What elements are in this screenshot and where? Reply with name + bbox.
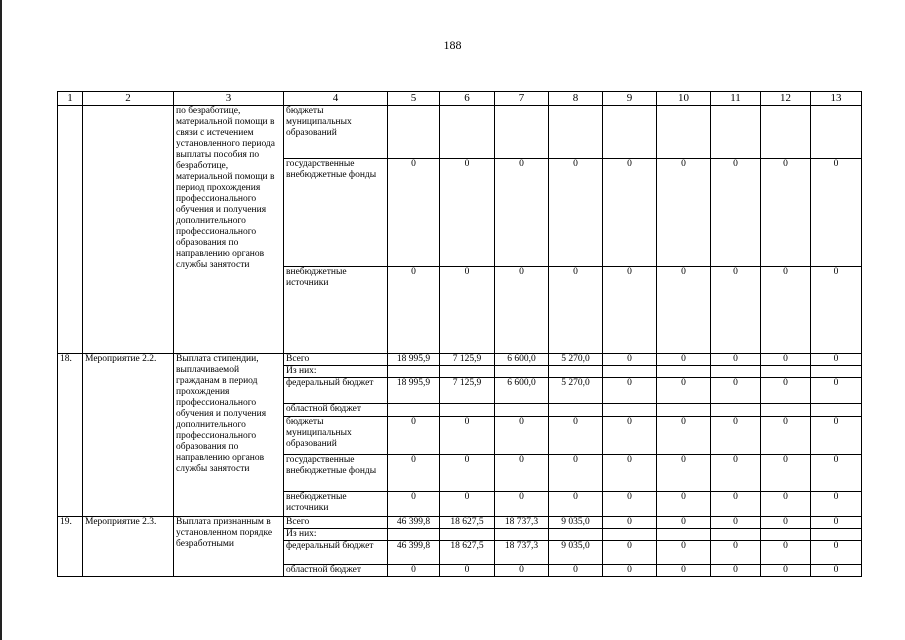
value-cell: 0 [440, 417, 495, 455]
value-cell: 0 [603, 159, 657, 267]
value-cell: 5 270,0 [549, 354, 603, 366]
value-cell [549, 404, 603, 417]
value-cell: 0 [388, 159, 440, 267]
value-cell: 7 125,9 [440, 354, 495, 366]
value-cell: 0 [603, 541, 657, 565]
measure-description: Выплата стипендии, выплачиваемой гражданам в период прохождения профессионального обучения и получения дополнительного профессионального образования по направлению органов службы занятости [174, 354, 284, 517]
header-cell: 3 [174, 92, 284, 106]
value-cell [440, 529, 495, 541]
value-cell: 0 [711, 541, 761, 565]
header-cell: 1 [58, 92, 83, 106]
value-cell [657, 529, 711, 541]
value-cell: 0 [711, 267, 761, 354]
value-cell: 5 270,0 [549, 378, 603, 404]
header-cell: 4 [284, 92, 388, 106]
value-cell: 0 [761, 159, 811, 267]
value-cell: 0 [603, 492, 657, 517]
value-cell: 0 [603, 517, 657, 529]
value-cell: 0 [711, 159, 761, 267]
value-cell: 0 [549, 417, 603, 455]
value-cell: 0 [811, 517, 862, 529]
header-cell: 12 [761, 92, 811, 106]
value-cell: 0 [440, 267, 495, 354]
value-cell [811, 366, 862, 378]
header-cell: 8 [549, 92, 603, 106]
header-cell: 6 [440, 92, 495, 106]
value-cell: 0 [657, 159, 711, 267]
value-cell: 0 [549, 159, 603, 267]
value-cell [388, 366, 440, 378]
row-number-cell [58, 106, 83, 354]
value-cell [549, 106, 603, 159]
value-cell [388, 404, 440, 417]
value-cell: 7 125,9 [440, 378, 495, 404]
value-cell: 0 [440, 455, 495, 492]
value-cell: 0 [388, 565, 440, 577]
value-cell [811, 404, 862, 417]
measure-name-cell: Мероприятие 2.2. [83, 354, 174, 517]
value-cell: 0 [761, 517, 811, 529]
value-cell: 0 [711, 565, 761, 577]
value-cell [711, 106, 761, 159]
value-cell [603, 529, 657, 541]
value-cell [495, 404, 549, 417]
page-number: 188 [443, 38, 462, 52]
value-cell: 0 [603, 267, 657, 354]
value-cell: 0 [440, 565, 495, 577]
value-cell: 0 [657, 517, 711, 529]
value-cell: 18 737,3 [495, 517, 549, 529]
value-cell: 0 [603, 455, 657, 492]
value-cell: 0 [711, 455, 761, 492]
source-cell: бюджеты муниципальных образований [284, 106, 388, 159]
source-cell: Из них: [284, 366, 388, 378]
value-cell: 0 [811, 267, 862, 354]
header-cell: 7 [495, 92, 549, 106]
header-cell: 10 [657, 92, 711, 106]
value-cell [657, 366, 711, 378]
value-cell [711, 404, 761, 417]
value-cell: 0 [761, 541, 811, 565]
value-cell: 0 [811, 541, 862, 565]
value-cell: 0 [388, 492, 440, 517]
value-cell: 0 [388, 267, 440, 354]
value-cell [388, 529, 440, 541]
value-cell [603, 404, 657, 417]
value-cell: 0 [657, 354, 711, 366]
value-cell: 0 [761, 378, 811, 404]
value-cell: 0 [761, 492, 811, 517]
table-row [58, 106, 862, 159]
budget-table [57, 91, 862, 577]
value-cell: 0 [388, 417, 440, 455]
value-cell: 0 [761, 354, 811, 366]
value-cell: 0 [811, 565, 862, 577]
value-cell: 9 035,0 [549, 541, 603, 565]
value-cell [603, 106, 657, 159]
value-cell: 0 [711, 417, 761, 455]
value-cell [657, 106, 711, 159]
table-row [58, 517, 862, 529]
value-cell [495, 529, 549, 541]
value-cell: 9 035,0 [549, 517, 603, 529]
value-cell: 6 600,0 [495, 378, 549, 404]
value-cell: 0 [811, 159, 862, 267]
source-cell: областной бюджет [284, 404, 388, 417]
value-cell: 0 [603, 565, 657, 577]
header-cell: 13 [811, 92, 862, 106]
measure-name-cell: Мероприятие 2.3. [83, 517, 174, 577]
value-cell [495, 366, 549, 378]
value-cell: 46 399,8 [388, 517, 440, 529]
header-cell: 2 [83, 92, 174, 106]
value-cell [811, 529, 862, 541]
value-cell: 0 [657, 378, 711, 404]
value-cell: 0 [440, 492, 495, 517]
value-cell: 18 627,5 [440, 541, 495, 565]
value-cell: 46 399,8 [388, 541, 440, 565]
value-cell: 0 [603, 354, 657, 366]
value-cell: 0 [549, 492, 603, 517]
measure-description: Выплата признанным в установленном порядке безработными [174, 517, 284, 577]
value-cell [440, 404, 495, 417]
table-row [58, 354, 862, 366]
header-cell: 5 [388, 92, 440, 106]
value-cell: 18 737,3 [495, 541, 549, 565]
value-cell: 0 [495, 492, 549, 517]
value-cell: 0 [549, 267, 603, 354]
value-cell: 0 [549, 565, 603, 577]
value-cell: 0 [657, 455, 711, 492]
source-cell: государственные внебюджетные фонды [284, 455, 388, 492]
value-cell: 0 [549, 455, 603, 492]
source-cell: областной бюджет [284, 565, 388, 577]
value-cell: 0 [603, 378, 657, 404]
header-cell: 11 [711, 92, 761, 106]
value-cell: 0 [603, 417, 657, 455]
source-cell: внебюджетные источники [284, 492, 388, 517]
source-cell: Всего [284, 517, 388, 529]
value-cell: 0 [761, 267, 811, 354]
source-cell: бюджеты муниципальных образований [284, 417, 388, 455]
value-cell [440, 106, 495, 159]
value-cell: 0 [657, 417, 711, 455]
measure-name-cell [83, 106, 174, 354]
measure-description: по безработице, материальной помощи в связи с истечением установленного периода выплаты пособия по безработице, материальной помощи в период прохождения профессионального обучения и получения дополнительного профессионального образования по направлению органов службы занятости [174, 106, 284, 354]
value-cell: 0 [711, 354, 761, 366]
value-cell: 0 [495, 267, 549, 354]
value-cell: 0 [657, 492, 711, 517]
value-cell: 18 995,9 [388, 378, 440, 404]
row-number-cell: 18. [58, 354, 83, 517]
value-cell: 0 [711, 517, 761, 529]
value-cell: 0 [495, 565, 549, 577]
value-cell: 18 995,9 [388, 354, 440, 366]
source-cell: государственные внебюджетные фонды [284, 159, 388, 267]
value-cell: 0 [761, 565, 811, 577]
source-cell: федеральный бюджет [284, 378, 388, 404]
value-cell [711, 529, 761, 541]
value-cell: 0 [495, 417, 549, 455]
value-cell [440, 366, 495, 378]
header-row [58, 92, 862, 106]
source-cell: Всего [284, 354, 388, 366]
value-cell [811, 106, 862, 159]
value-cell: 6 600,0 [495, 354, 549, 366]
value-cell: 0 [440, 159, 495, 267]
source-cell: федеральный бюджет [284, 541, 388, 565]
value-cell: 0 [495, 455, 549, 492]
value-cell: 0 [811, 378, 862, 404]
value-cell [761, 366, 811, 378]
value-cell [549, 366, 603, 378]
value-cell [549, 529, 603, 541]
value-cell [388, 106, 440, 159]
value-cell: 0 [711, 378, 761, 404]
value-cell: 0 [657, 267, 711, 354]
value-cell: 0 [495, 159, 549, 267]
source-cell: Из них: [284, 529, 388, 541]
value-cell: 0 [711, 492, 761, 517]
value-cell: 0 [388, 455, 440, 492]
value-cell [761, 529, 811, 541]
value-cell: 0 [761, 455, 811, 492]
value-cell [761, 106, 811, 159]
value-cell [711, 366, 761, 378]
value-cell: 0 [811, 492, 862, 517]
value-cell: 0 [761, 417, 811, 455]
value-cell: 0 [657, 541, 711, 565]
scan-left-edge [0, 0, 2, 640]
value-cell: 0 [811, 455, 862, 492]
value-cell [495, 106, 549, 159]
value-cell [657, 404, 711, 417]
value-cell: 18 627,5 [440, 517, 495, 529]
header-cell: 9 [603, 92, 657, 106]
value-cell [603, 366, 657, 378]
value-cell: 0 [811, 417, 862, 455]
value-cell: 0 [657, 565, 711, 577]
value-cell [761, 404, 811, 417]
row-number-cell: 19. [58, 517, 83, 577]
value-cell: 0 [811, 354, 862, 366]
source-cell: внебюджетные источники [284, 267, 388, 354]
